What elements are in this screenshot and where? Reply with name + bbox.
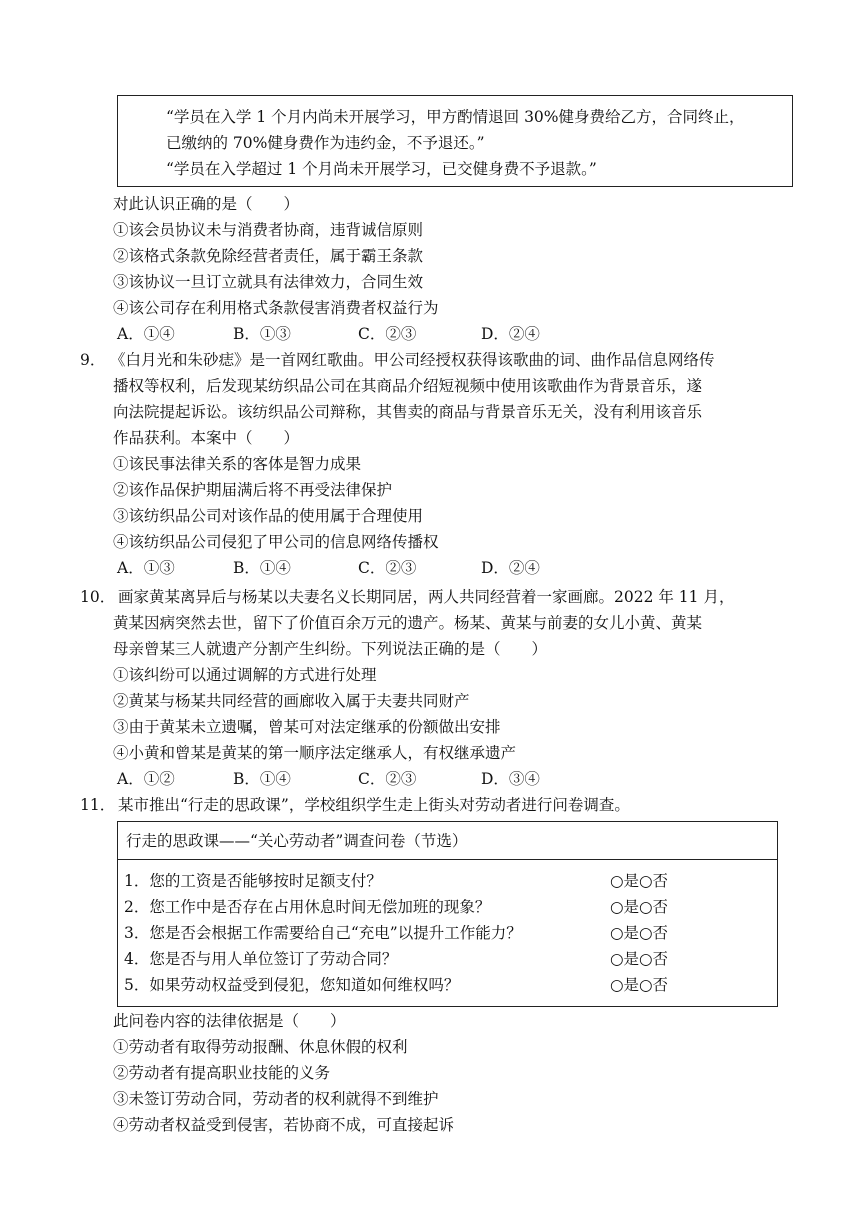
q8-option-b: B．①③ (233, 325, 291, 343)
q9-text: 向法院提起诉讼。该纺织品公司辩称，其售卖的商品与背景音乐无关，没有利用该音乐 (113, 403, 703, 421)
quote-line: “学员在入学 1 个月内尚未开展学习，甲方酌情退回 30%健身费给乙方，合同终止， (166, 108, 745, 126)
survey-question: 5．如果劳动权益受到侵犯，您知道如何维权吗？ (124, 976, 460, 994)
q9-option-c: C．②③ (358, 559, 417, 577)
q10-item: ④小黄和曾某是黄某的第一顺序法定继承人，有权继承遗产 (113, 744, 517, 762)
survey-question: 3．您是否会根据工作需要给自己“充电”以提升工作能力？ (124, 924, 522, 942)
q9-option-a: A．①③ (117, 559, 175, 577)
q8-option-a: A．①④ (117, 325, 175, 343)
q9-text: 播权等权利，后发现某纺织品公司在其商品介绍短视频中使用该歌曲作为背景音乐，遂 (113, 377, 703, 395)
survey-divider (118, 859, 777, 860)
q11-stem: 此问卷内容的法律依据是（ ） (113, 1012, 346, 1030)
contract-quote-box (117, 95, 793, 187)
q11-item: ④劳动者权益受到侵害，若协商不成，可直接起诉 (113, 1116, 455, 1134)
q9-text: 《白月光和朱砂痣》是一首网红歌曲。甲公司经授权获得该歌曲的词、曲作品信息网络传 (110, 351, 715, 369)
q11-text: 某市推出“行走的思政课”，学校组织学生走上街头对劳动者进行问卷调查。 (118, 796, 630, 814)
quote-line: 已缴纳的 70%健身费作为违约金，不予退还。” (166, 134, 485, 152)
q11-item: ①劳动者有取得劳动报酬、休息休假的权利 (113, 1038, 408, 1056)
q10-item: ③由于黄某未立遗嘱，曾某可对法定继承的份额做出安排 (113, 718, 501, 736)
q11-number: 11． (80, 796, 116, 814)
quote-line: “学员在入学超过 1 个月尚未开展学习，已交健身费不予退款。” (166, 160, 597, 178)
q8-option-c: C．②③ (358, 325, 417, 343)
q10-text: 母亲曾某三人就遗产分割产生纠纷。下列说法正确的是（ ） (113, 640, 548, 658)
q9-number: 9． (80, 351, 106, 369)
survey-answer: ○是○否 (610, 872, 669, 890)
q9-item: ③该纺织品公司对该作品的使用属于合理使用 (113, 507, 424, 525)
survey-table (117, 821, 778, 1007)
q10-option-c: C．②③ (358, 770, 417, 788)
survey-question: 4．您是否与用人单位签订了劳动合同？ (124, 950, 398, 968)
survey-answer: ○是○否 (610, 898, 669, 916)
q10-option-b: B．①④ (233, 770, 291, 788)
q8-stem: 对此认识正确的是（ ） (113, 195, 300, 213)
q9-option-b: B．①④ (233, 559, 291, 577)
q10-item: ①该纠纷可以通过调解的方式进行处理 (113, 666, 377, 684)
q9-text: 作品获利。本案中（ ） (113, 429, 300, 447)
q10-option-a: A．①② (117, 770, 175, 788)
survey-answer: ○是○否 (610, 924, 669, 942)
q9-item: ④该纺织品公司侵犯了甲公司的信息网络传播权 (113, 533, 439, 551)
survey-answer: ○是○否 (610, 950, 669, 968)
q10-text: 黄某因病突然去世，留下了价值百余万元的遗产。杨某、黄某与前妻的女儿小黄、黄某 (113, 614, 703, 632)
q10-number: 10． (80, 588, 116, 606)
survey-answer: ○是○否 (610, 976, 669, 994)
q9-option-d: D．②④ (481, 559, 540, 577)
q8-option-d: D．②④ (481, 325, 540, 343)
survey-question: 1．您的工资是否能够按时足额支付？ (124, 872, 382, 890)
survey-title: 行走的思政课——“关心劳动者”调查问卷（节选） (126, 832, 468, 850)
q8-item: ②该格式条款免除经营者责任，属于霸王条款 (113, 247, 424, 265)
q10-option-d: D．③④ (481, 770, 540, 788)
q8-item: ③该协议一旦订立就具有法律效力，合同生效 (113, 273, 424, 291)
q9-item: ②该作品保护期届满后将不再受法律保护 (113, 481, 393, 499)
survey-question: 2．您工作中是否存在占用休息时间无偿加班的现象？ (124, 898, 491, 916)
q8-item: ①该会员协议未与消费者协商，违背诚信原则 (113, 221, 424, 239)
q10-item: ②黄某与杨某共同经营的画廊收入属于夫妻共同财产 (113, 692, 470, 710)
q11-item: ③未签订劳动合同，劳动者的权利就得不到维护 (113, 1090, 439, 1108)
q10-text: 画家黄某离异后与杨某以夫妻名义长期同居，两人共同经营着一家画廊。2022 年 11 月， (118, 588, 735, 606)
q9-item: ①该民事法律关系的客体是智力成果 (113, 455, 362, 473)
q11-item: ②劳动者有提高职业技能的义务 (113, 1064, 331, 1082)
q8-item: ④该公司存在利用格式条款侵害消费者权益行为 (113, 299, 439, 317)
